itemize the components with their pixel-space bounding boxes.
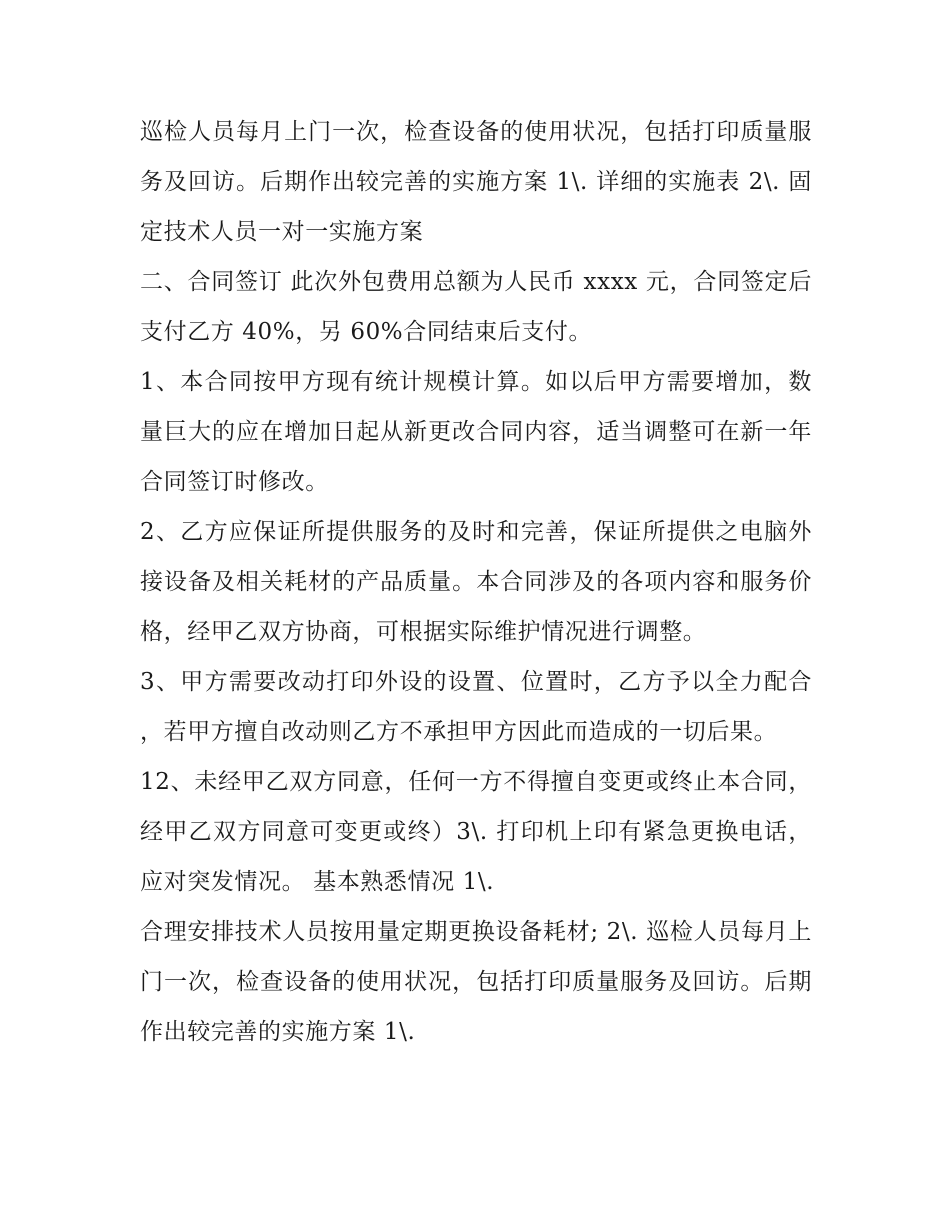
paragraph-consumables: 合理安排技术人员按用量定期更换设备耗材; 2\. 巡检人员每月上门一次，检查设备的使用状况，包括打印质量服务及回访。后期作出较完善的实施方案 1\. xyxy=(140,919,812,1045)
paragraph-clause-3: 3、甲方需要改动打印外设的设置、位置时，乙方予以全力配合，若甲方擅自改动则乙方不承担甲方因此而造成的一切后果。 xyxy=(140,669,812,745)
paragraph-contract-signing: 二、合同签订 此次外包费用总额为人民币 xxxx 元，合同签定后支付乙方 40%，另 60%合同结束后支付。 xyxy=(140,269,812,345)
paragraph-clause-1: 1、本合同按甲方现有统计规模计算。如以后甲方需要增加，数量巨大的应在增加日起从新更改合同内容，适当调整可在新一年合同签订时修改。 xyxy=(140,369,812,495)
document-body xyxy=(140,107,812,1057)
paragraph-clause-2: 2、乙方应保证所提供服务的及时和完善，保证所提供之电脑外接设备及相关耗材的产品质量。本合同涉及的各项内容和服务价格，经甲乙双方协商，可根据实际维护情况进行调整。 xyxy=(140,519,812,645)
paragraph-inspection-intro: 巡检人员每月上门一次，检查设备的使用状况，包括打印质量服务及回访。后期作出较完善的实施方案 1\. 详细的实施表 2\. 固定技术人员一对一实施方案 xyxy=(140,119,812,245)
paragraph-clause-12: 12、未经甲乙双方同意，任何一方不得擅自变更或终止本合同，经甲乙双方同意可变更或终）3\. 打印机上印有紧急更换电话，应对突发情况。 基本熟悉情况 1\. xyxy=(140,769,812,895)
